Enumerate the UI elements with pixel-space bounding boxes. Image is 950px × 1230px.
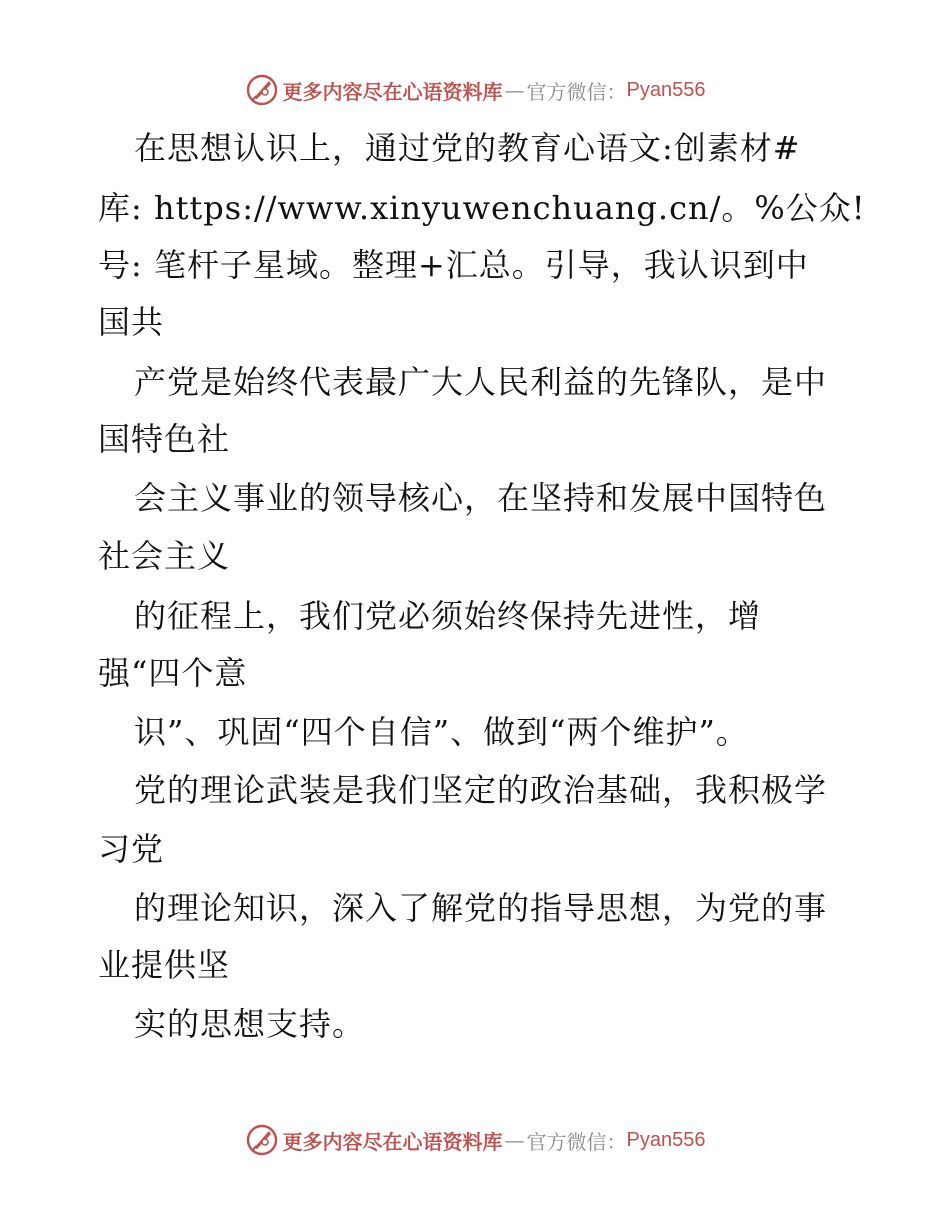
body-line: 业提供坚: [98, 946, 231, 984]
quill-logo-icon: [245, 1123, 279, 1157]
body-line: 国共: [98, 303, 165, 341]
body-line: 号: 笔杆子星域。整理+汇总。引导，我认识到中: [98, 246, 809, 284]
brand-text: 更多内容尽在心语资料库: [282, 1129, 503, 1154]
wechat-label: 官方微信：: [526, 79, 627, 104]
body-line: 在思想认识上，通过党的教育心语文:创素材#: [134, 129, 801, 167]
body-line: 的征程上，我们党必须始终保持先进性，增: [134, 597, 762, 635]
body-line: 强“四个意: [98, 654, 248, 692]
body-line: 会主义事业的领导核心，在坚持和发展中国特色: [134, 479, 828, 517]
body-line: 库: https://www.xinyuwenchuang.cn/。%公众!: [98, 189, 866, 227]
body-line: 产党是始终代表最广大人民利益的先锋队，是中: [134, 363, 828, 401]
quill-logo-icon: [245, 73, 279, 107]
body-line: 习党: [98, 830, 165, 868]
header-banner: [0, 70, 950, 110]
brand-text: 更多内容尽在心语资料库: [282, 79, 503, 104]
body-line: 识”、巩固“四个自信”、做到“两个维护”。: [134, 713, 749, 751]
wechat-id: Pyan556: [626, 78, 706, 101]
banner-dash: —: [504, 78, 525, 102]
body-line: 的理论知识，深入了解党的指导思想，为党的事: [134, 889, 828, 927]
body-line: 实的思想支持。: [134, 1005, 366, 1043]
body-line: 国特色社: [98, 420, 231, 458]
wechat-id: Pyan556: [626, 1128, 706, 1151]
footer-banner: [0, 1120, 950, 1160]
banner-dash: —: [504, 1128, 525, 1152]
body-line: 党的理论武装是我们坚定的政治基础，我积极学: [134, 771, 828, 809]
wechat-label: 官方微信：: [526, 1129, 627, 1154]
body-line: 社会主义: [98, 537, 231, 575]
